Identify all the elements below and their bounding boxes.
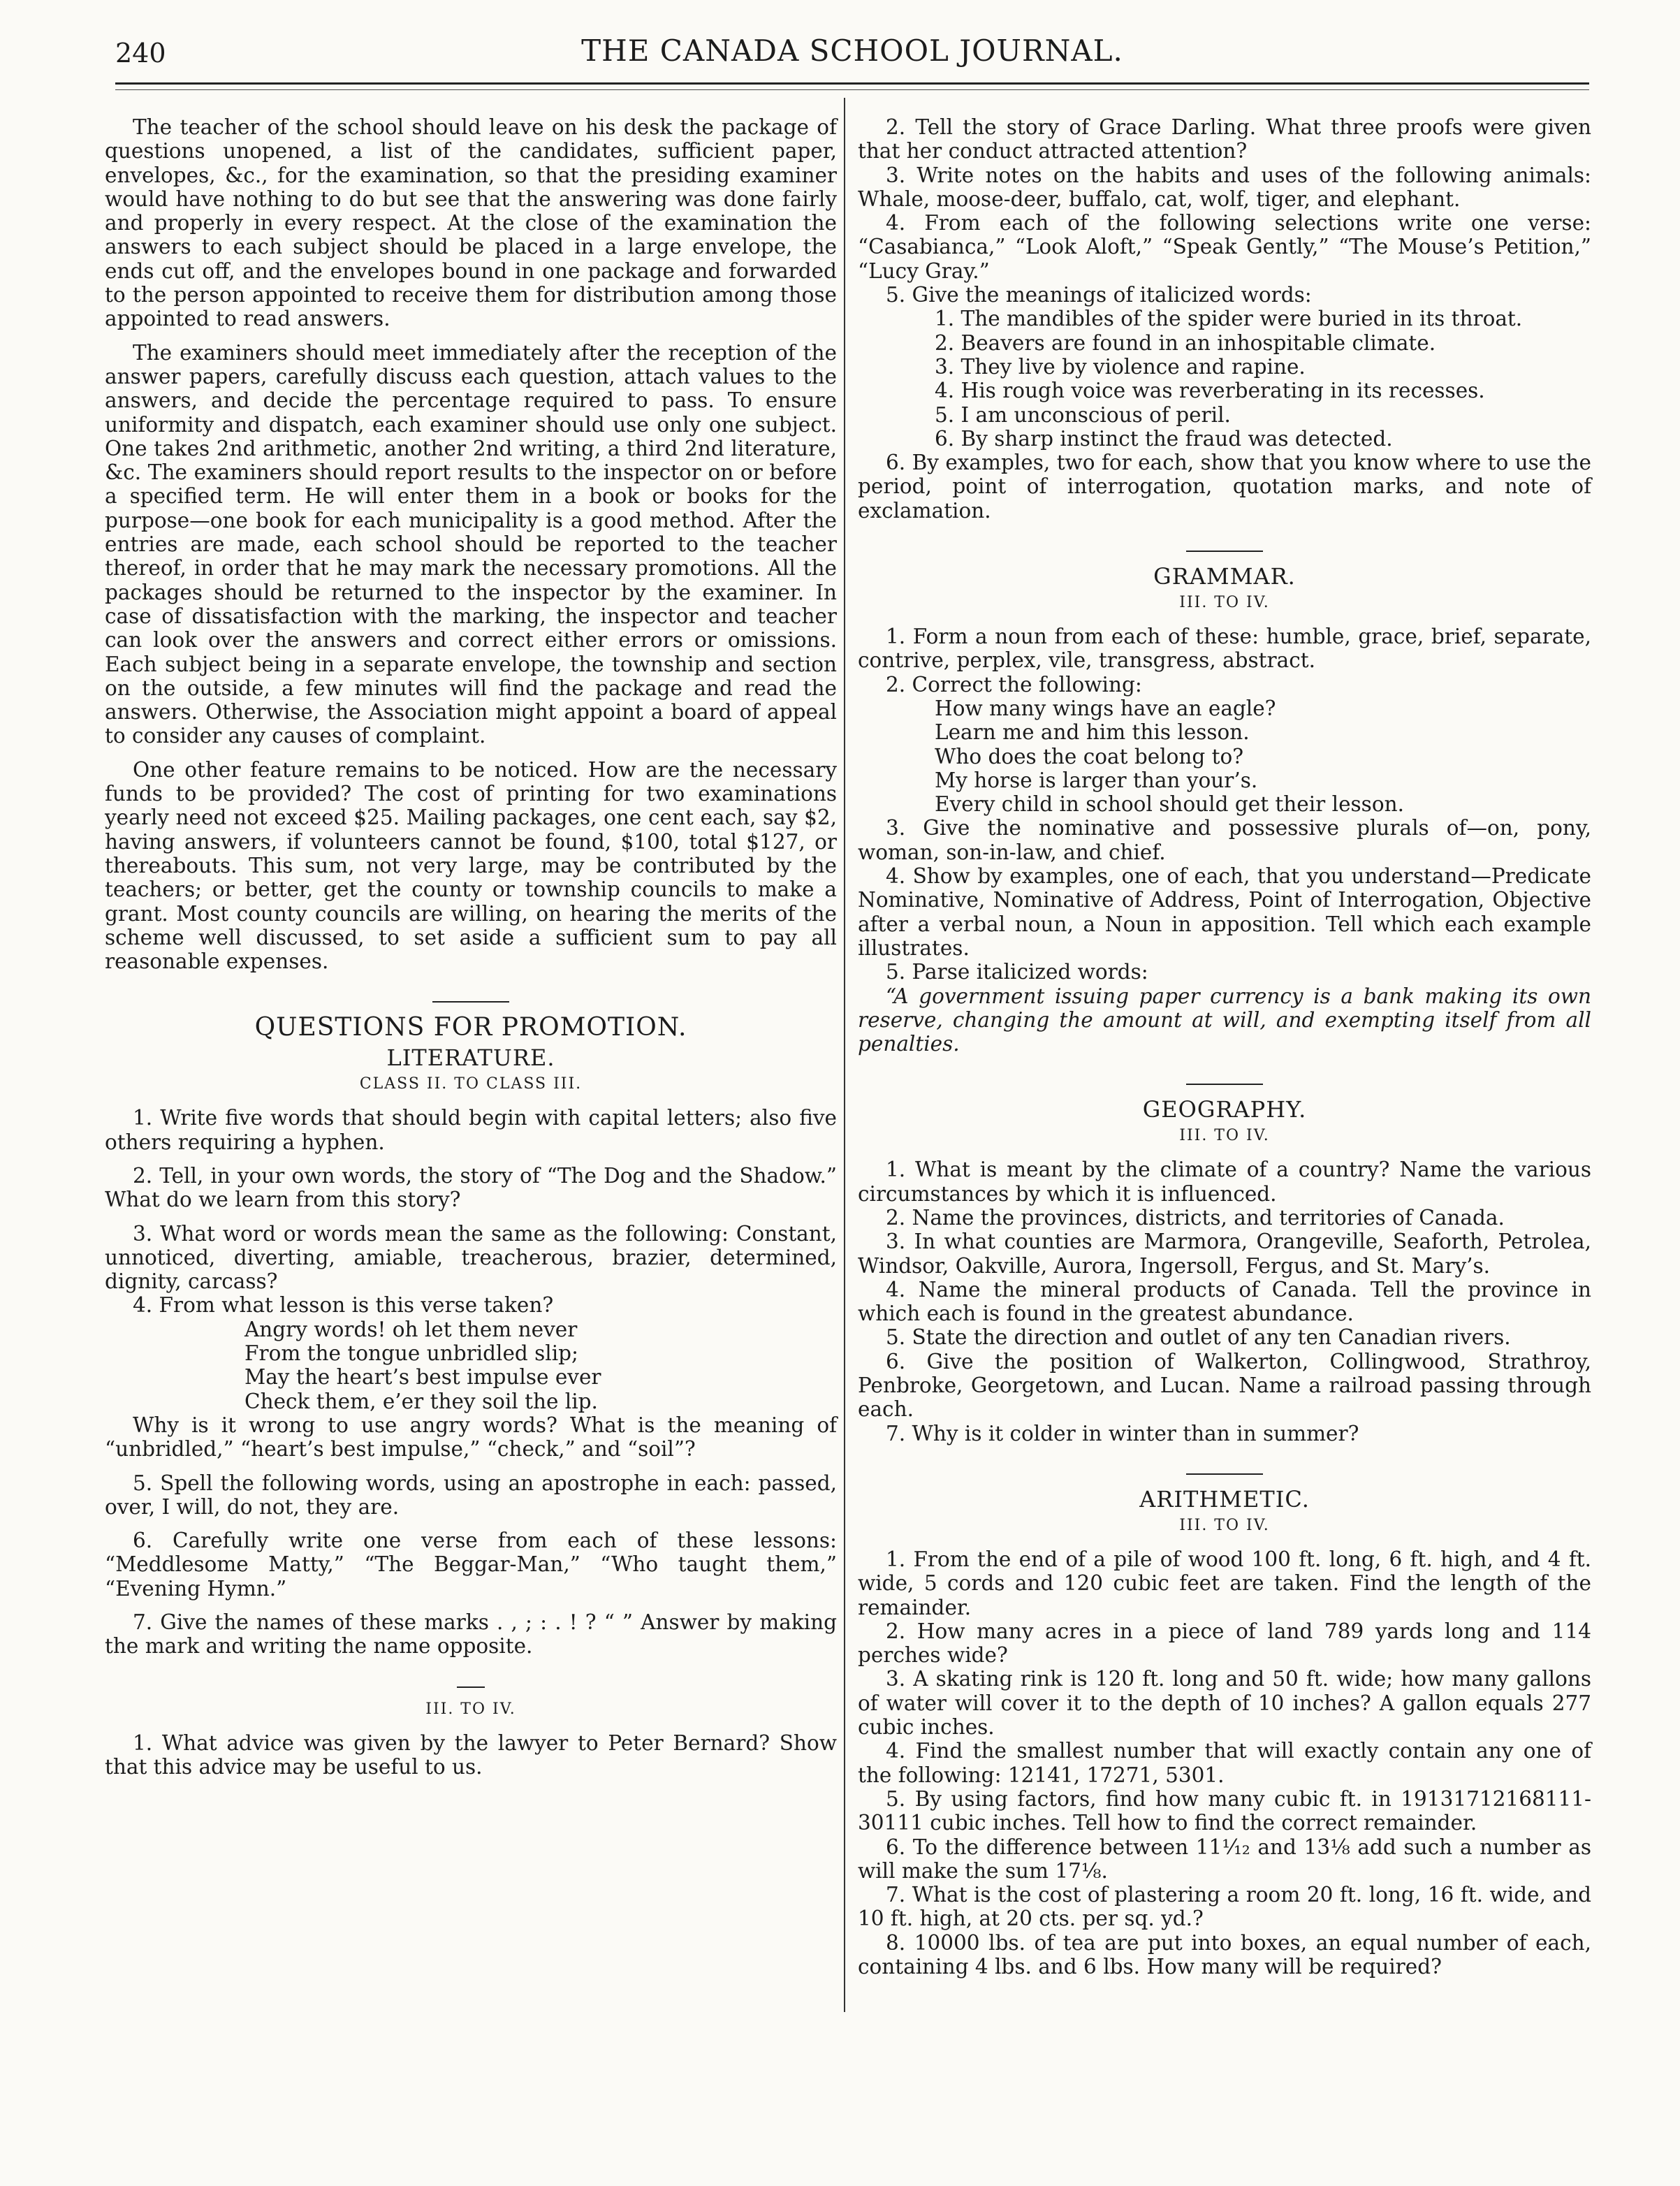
list-item: How many wings have an eagle? [935,696,1276,720]
question: Why is it wrong to use angry words? What is the meaning of “unbridled,” “heart’s best impulse,” “check,” and “soil”? [105,1413,837,1462]
question: 6. To the difference between 11¹⁄₁₂ and 13¹⁄₈ add such a number as will make the sum 17¹⁄₈. [858,1835,1591,1883]
question: 4. Find the smallest number that will exactly contain any one of the following: 12141, 17271, 5301. [858,1739,1591,1787]
question: 7. What is the cost of plastering a room 20 ft. long, 16 ft. wide, and 10 ft. high, at 20 cts. per sq. yd.? [858,1883,1591,1931]
question: 2. How many acres in a piece of land 789 yards long and 114 perches wide? [858,1619,1591,1668]
question: 4. From what lesson is this verse taken? [133,1293,554,1318]
question: 2. Tell the story of Grace Darling. What three proofs were given that her conduct attracted attention? [858,115,1591,163]
question: 1. What advice was given by the lawyer to Peter Bernard? Show that this advice may be useful to us. [105,1730,837,1779]
question: 2. Correct the following: [886,672,1142,697]
paragraph: The teacher of the school should leave on his desk the package of questions unopened, a list of the candidates, sufficient paper, envelopes, &c., for the examination, so that the presiding examiner would have nothing to do but see that the answering was done fairly and properly in every respect. At the close of the examination the answers to each subject should be placed in a large envelope, the ends cut off, and the envelopes bound in one package and forwarded to the person appointed to receive them for distribution among those appointed to read answers. [105,115,837,331]
question: 1. Write five words that should begin with capital letters; also five others requiring a hyphen. [105,1106,837,1154]
section-title: GEOGRAPHY. [1142,1096,1307,1123]
class-heading: III. TO IV. [1179,1127,1270,1145]
journal-title: THE CANADA SCHOOL JOURNAL. [581,34,1123,68]
question: 5. State the direction and outlet of any ten Canadian rivers. [886,1325,1511,1350]
question: 4. Name the mineral products of Canada. Tell the province in which each is found in the greatest abundance. [858,1277,1591,1326]
question: 6. Give the position of Walkerton, Collingwood, Strathroy, Penbroke, Georgetown, and Lucan. Name a railroad passing through each. [858,1349,1591,1422]
list-item: Every child in school should get their lesson. [935,792,1404,817]
question: 2. Tell, in your own words, the story of “The Dog and the Shadow.” What do we learn from this story? [105,1163,837,1212]
class-heading: III. TO IV. [1179,594,1270,612]
page-header [115,34,1589,75]
question: 5. Parse italicized words: [886,960,1148,984]
verse-line: Angry words! oh let them never [244,1317,578,1341]
question: 5. By using factors, find how many cubic ft. in 19131712168111-30111 cubic inches. Tell how to find the correct remainder. [858,1786,1591,1835]
left-column [105,115,837,1779]
question: 3. A skating rink is 120 ft. long and 50 ft. wide; how many gallons of water will cover it to the depth of 10 inches? A gallon equals 277 cubic inches. [858,1667,1591,1740]
verse-line: From the tongue unbridled slip; [244,1341,578,1366]
list-item: My horse is larger than your’s. [935,768,1258,792]
section-title: GRAMMAR. [1153,563,1296,590]
right-column [858,115,1591,1979]
question: 4. Show by examples, one of each, that you understand—Predicate Nominative, Nominative of Address, Point of Interrogation, Objective after a verbal noun, a Noun in apposition. Tell which each example illustrates. [858,864,1591,960]
class-heading: III. TO IV. [425,1700,516,1718]
list-item: 6. By sharp instinct the fraud was detected. [935,426,1393,451]
verse-line: May the heart’s best impulse ever [244,1365,601,1390]
question: 7. Why is it colder in winter than in summer? [886,1421,1359,1445]
header-rule [115,82,1589,85]
list-item: 4. His rough voice was reverberating in its recesses. [935,379,1485,403]
section-title: QUESTIONS FOR PROMOTION. [254,1013,687,1042]
quote: “A government issuing paper currency is a bank making its own reserve, changing the amount at will, and exempting itself from all penalties. [858,984,1591,1056]
list-item: Learn me and him this lesson. [935,720,1250,745]
question: 8. 10000 lbs. of tea are put into boxes, an equal number of each, containing 4 lbs. and 6 lbs. How many will be required? [858,1930,1591,1979]
list-item: Who does the coat belong to? [935,744,1244,768]
question: 3. Give the nominative and possessive plurals of—on, pony, woman, son-in-law, and chief. [858,816,1591,864]
question: 3. What word or words mean the same as the following: Constant, unnoticed, diverting, amiable, treacherous, brazier, determined, dignity, carcass? [105,1221,837,1294]
paragraph: The examiners should meet immediately after the reception of the answer papers, carefully discuss each question, attach values to the answers, and decide the percentage required to pass. To ensure uniformity and dispatch, each examiner should use only one subject. One takes 2nd arithmetic, another 2nd writing, a third 2nd literature, &c. The examiners should report results to the inspector on or before a specified term. He will enter them in a book or books for the purpose—one book for each municipality is a good method. After the entries are made, each school should be reported to the teacher thereof, in order that he may mark the necessary promotions. All the packages should be returned to the inspector by the examiner. In case of dissatisfaction with the marking, the inspector and teacher can look over the answers and correct either errors or omissions. Each subject being in a separate envelope, the township and section on the outside, a few minutes will find the package and read the answers. Otherwise, the Association might appoint a board of appeal to consider any causes of complaint. [105,340,837,748]
header-rule-thin [115,89,1589,90]
verse-line: Check them, e’er they soil the lip. [244,1389,598,1413]
class-heading: CLASS II. TO CLASS III. [359,1075,583,1093]
list-item: 5. I am unconscious of peril. [935,402,1231,427]
list-item: 1. The mandibles of the spider were buried in its throat. [935,307,1523,331]
question: 5. Give the meanings of italicized words: [886,283,1312,307]
question: 2. Name the provinces, districts, and territories of Canada. [886,1205,1505,1230]
column-divider [844,98,845,2012]
question: 6. By examples, two for each, show that you know where to use the period, point of interrogation, quotation marks, and note of exclamation. [858,451,1591,523]
question: 1. What is meant by the climate of a country? Name the various circumstances by which it is influenced. [858,1158,1591,1206]
question: 1. Form a noun from each of these: humble, grace, brief, separate, contrive, perplex, vile, transgress, abstract. [858,625,1591,673]
subsection-title: LITERATURE. [386,1044,555,1072]
class-heading: III. TO IV. [1179,1516,1270,1534]
list-item: 3. They live by violence and rapine. [935,354,1306,379]
question: 4. From each of the following selections write one verse: “Casabianca,” “Look Aloft,” “Speak Gently,” “The Mouse’s Petition,” “Lucy Gray.” [858,211,1591,283]
page-number: 240 [115,38,166,68]
paragraph: One other feature remains to be noticed. How are the necessary funds to be provided? The cost of printing for two examinations yearly need not exceed $25. Mailing packages, one cent each, say $2, having answers, if volunteers cannot be found, $100, total $127, or thereabouts. This sum, not very large, may be contributed by the teachers; or better, get the county or township councils to make a grant. Most county councils are willing, on hearing the merits of the scheme well discussed, to set aside a sufficient sum to pay all reasonable expenses. [105,757,837,974]
question: 3. In what counties are Marmora, Orangeville, Seaforth, Petrolea, Windsor, Oakville, Aurora, Ingersoll, Fergus, and St. Mary’s. [858,1230,1591,1278]
question: 6. Carefully write one verse from each of these lessons: “Meddlesome Matty,” “The Beggar-Man,” “Who taught them,” “Evening Hymn.” [105,1529,837,1601]
question: 1. From the end of a pile of wood 100 ft. long, 6 ft. high, and 4 ft. wide, 5 cords and 120 cubic feet are taken. Find the length of the remainder. [858,1547,1591,1619]
section-title: ARITHMETIC. [1139,1485,1310,1513]
question: 5. Spell the following words, using an apostrophe in each: passed, over, I will, do not, they are. [105,1471,837,1519]
question: 3. Write notes on the habits and uses of the following animals: Whale, moose-deer, buffalo, cat, wolf, tiger, and elephant. [858,163,1591,211]
list-item: 2. Beavers are found in an inhospitable climate. [935,330,1436,355]
question: 7. Give the names of these marks . , ; : . ! ? “ ” Answer by making the mark and writing the name opposite. [105,1610,837,1659]
